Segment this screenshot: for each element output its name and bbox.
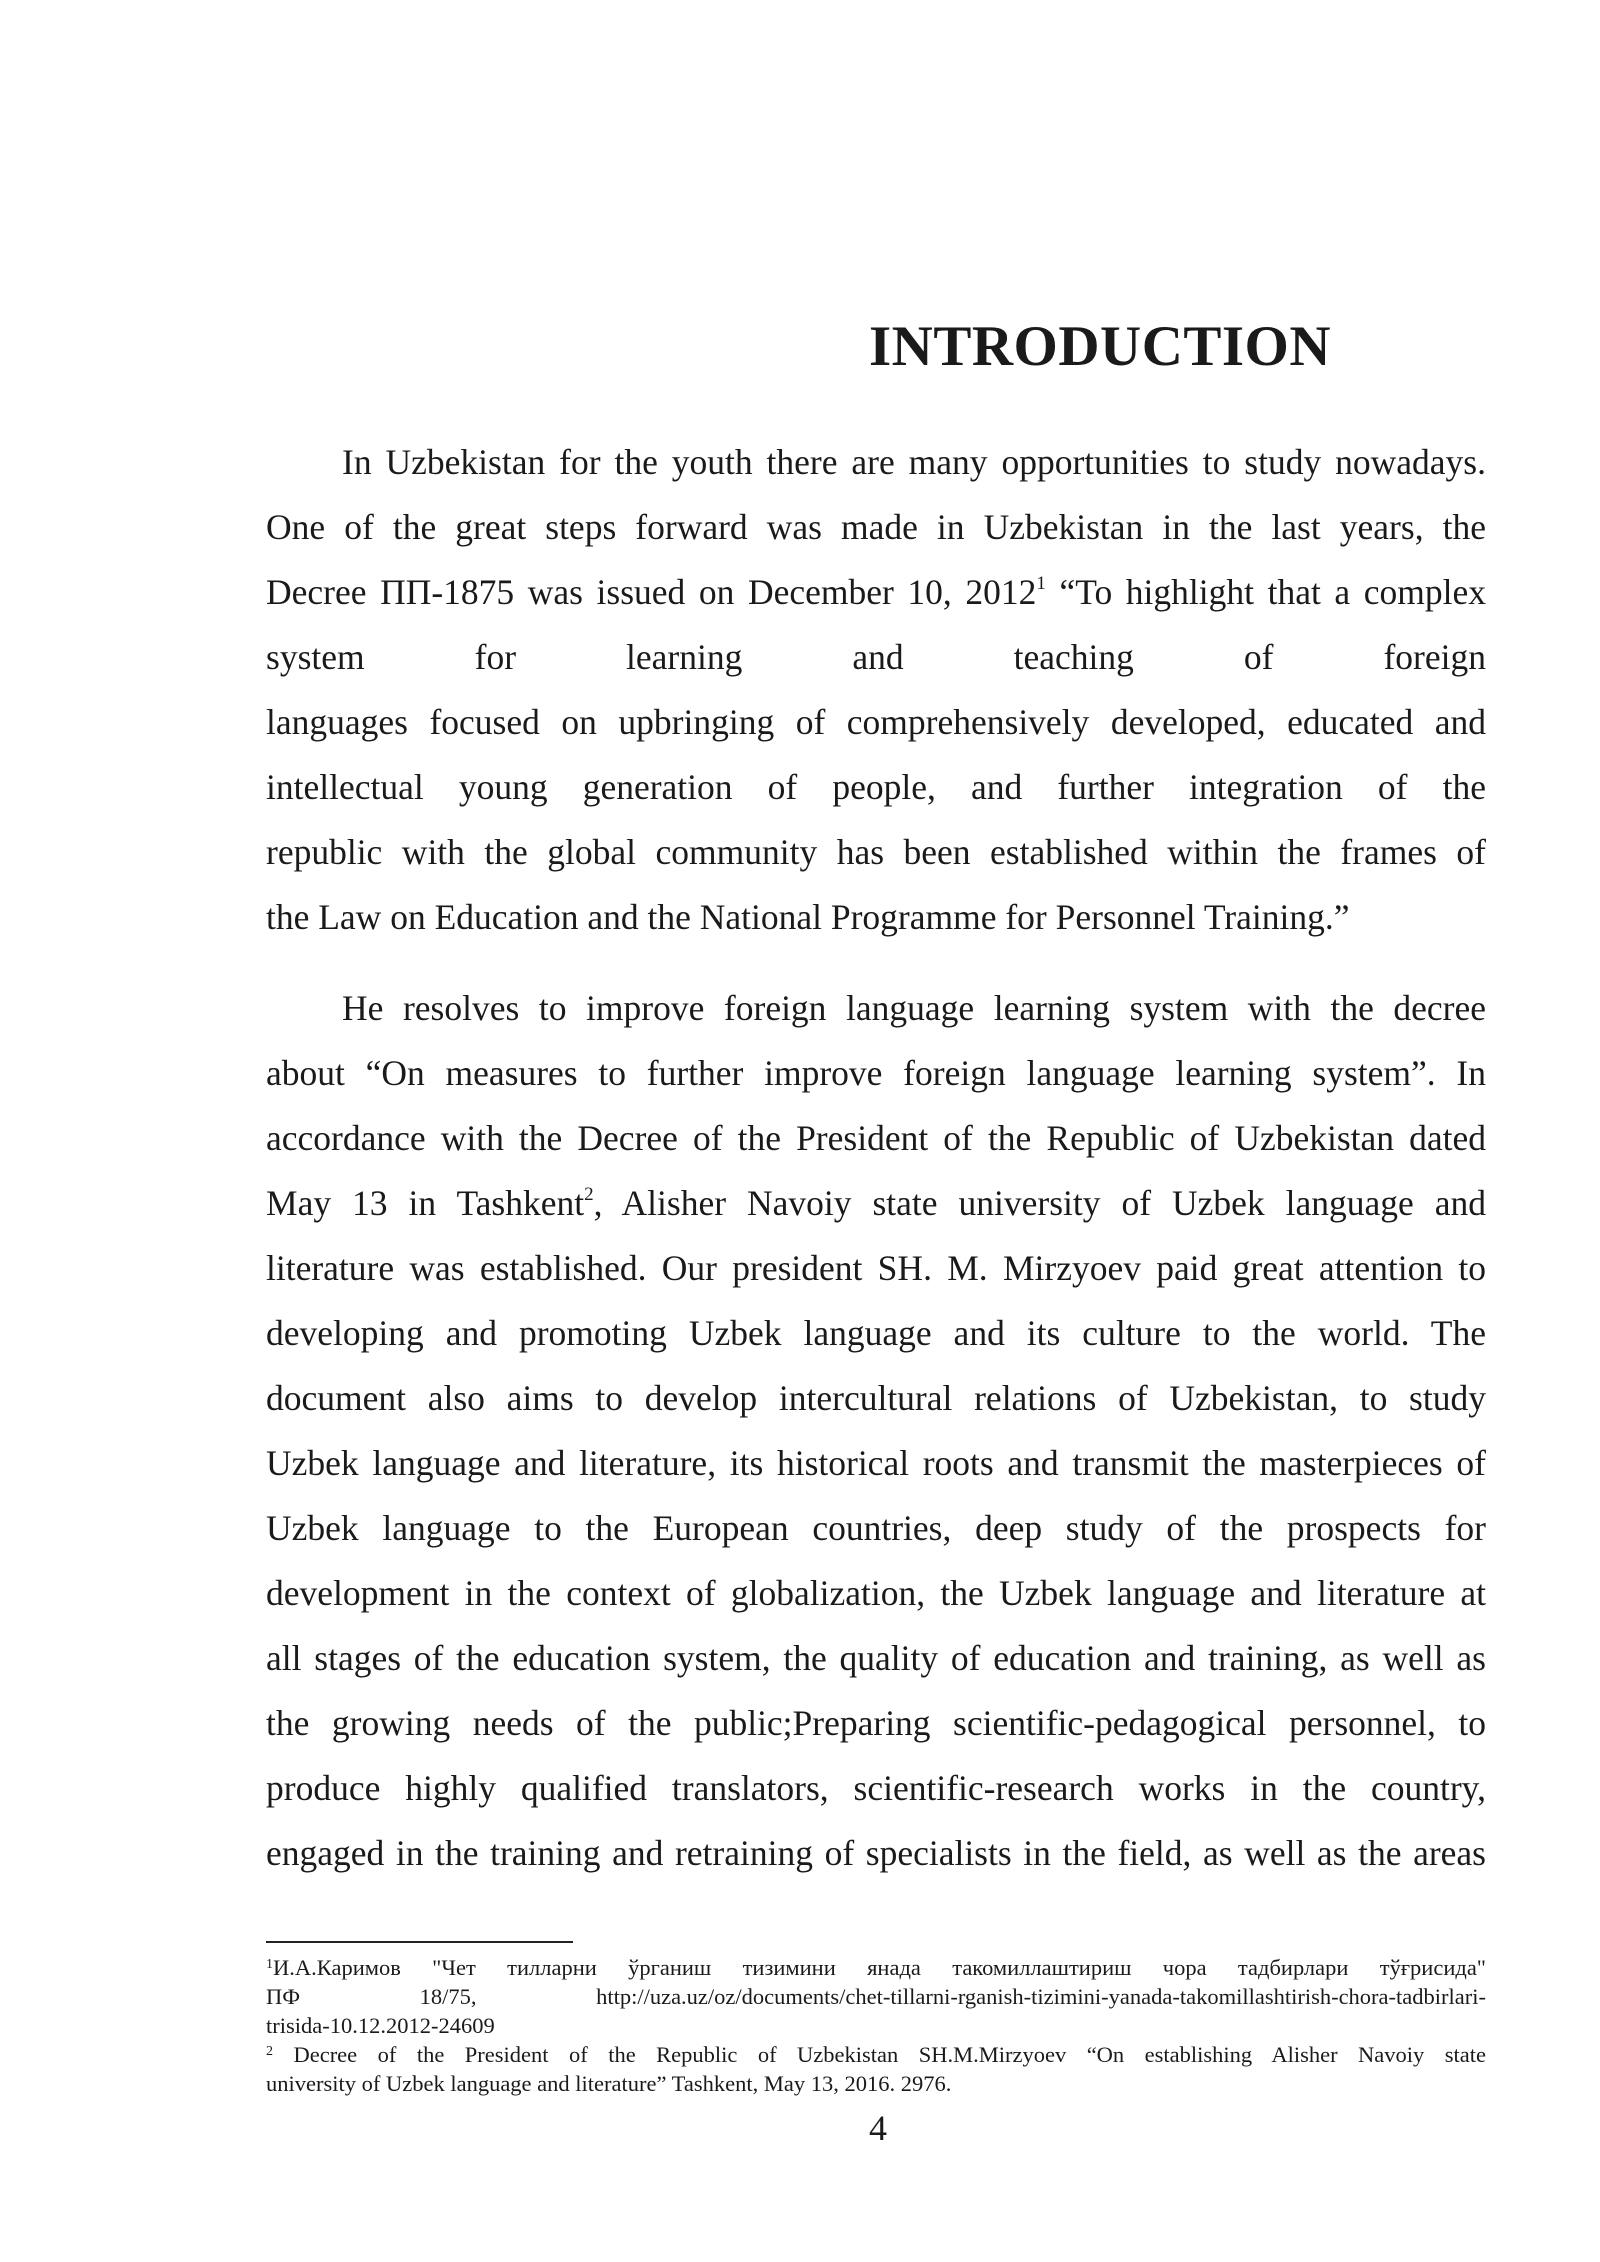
paragraph-2-line-7: document also aims to develop intercultural relations of Uzbekistan, to study (266, 1378, 1486, 1418)
page-title: INTRODUCTION (869, 315, 1332, 378)
paragraph-2-line-5: literature was established. Our president SH. M. Mirzyoev paid great attention to (266, 1248, 1486, 1288)
paragraph-1-line-8: the Law on Education and the National Programme for Personnel Training.” (266, 897, 1350, 937)
footnote-divider (266, 1941, 573, 1943)
paragraph-2-line-13: produce highly qualified translators, scientific-research works in the country, (266, 1768, 1486, 1808)
footnote-reference: 2 (584, 1184, 594, 1205)
footnote-2-text-1: Decree of the President of the Republic of Uzbekistan SH.M.Mirzyoev “On establishing Alisher Navoiy state (273, 2042, 1486, 2067)
paragraph-1-line-6: intellectual young generation of people, and further integration of the (266, 767, 1486, 807)
footnote-2-text-2: university of Uzbek language and literature” Tashkent, May 13, 2016. 2976. (266, 2071, 952, 2096)
footnote-2-line-1 (266, 2040, 1486, 2069)
paragraph-2-line-11: all stages of the education system, the quality of education and training, as well as (266, 1638, 1486, 1678)
footnote-1-mark: 1 (266, 1957, 273, 1972)
footnote-1-line-2 (266, 1982, 1486, 2011)
paragraph-1-line-3 (266, 560, 1486, 625)
footnote-2-line-2 (266, 2069, 1486, 2098)
paragraph-1-line-1: In Uzbekistan for the youth there are many opportunities to study nowadays. (342, 442, 1486, 482)
footnote-reference: 1 (1036, 573, 1046, 594)
paragraph-2-line-2: about “On measures to further improve foreign language learning system”. In (266, 1053, 1486, 1093)
paragraph-2-line-9: Uzbek language to the European countries, deep study of the prospects for (266, 1508, 1486, 1548)
paragraph-2-line-14: engaged in the training and retraining of specialists in the field, as well as the areas (266, 1833, 1486, 1873)
line-text-after-ref: , Alisher Navoiy state university of Uzbek language and (593, 1183, 1486, 1223)
paragraph-1-line-4: system for learning and teaching of foreign (266, 637, 1486, 677)
paragraph-1-line-5: languages focused on upbringing of comprehensively developed, educated and (266, 702, 1486, 742)
footnote-1-text-3: trisida-10.12.2012-24609 (266, 2013, 495, 2038)
paragraph-2 (266, 976, 1486, 1886)
paragraph-1-line-7: republic with the global community has been established within the frames of (266, 832, 1486, 872)
footnote-1-text-2: ПФ 18/75, http://uza.uz/oz/documents/chet-tillarni-rganish-tizimini-yanada-takomillashtirish-chora-tadbirlari- (266, 1984, 1486, 2009)
paragraph-2-line-6: developing and promoting Uzbek language and its culture to the world. The (266, 1313, 1486, 1353)
line-text-before-ref: May 13 in Tashkent (266, 1183, 585, 1223)
paragraph-2-line-1: He resolves to improve foreign language learning system with the decree (342, 988, 1486, 1028)
line-text-after-ref: “To highlight that a complex (1045, 572, 1486, 612)
paragraph-1 (266, 430, 1486, 950)
paragraph-2-line-3: accordance with the Decree of the President of the Republic of Uzbekistan dated (266, 1118, 1486, 1158)
footnote-1-line-1 (266, 1953, 1486, 1982)
paragraph-2-line-10: development in the context of globalization, the Uzbek language and literature at (266, 1573, 1486, 1613)
page-number: 4 (869, 2108, 887, 2148)
footnotes (266, 1953, 1486, 2098)
paragraph-2-line-12: the growing needs of the public;Preparing scientific-pedagogical personnel, to (266, 1703, 1486, 1743)
line-text-before-ref: Decree ПП-1875 was issued on December 10, 2012 (266, 572, 1037, 612)
paragraph-2-line-8: Uzbek language and literature, its historical roots and transmit the masterpieces of (266, 1443, 1486, 1483)
footnote-2-mark: 2 (266, 2044, 273, 2059)
paragraph-1-line-2: One of the great steps forward was made in Uzbekistan in the last years, the (266, 507, 1486, 547)
footnote-1-text-1: И.А.Каримов "Чет тилларни ўрганиш тизимини янада такомиллаштириш чора тадбирлари тўғрисида" (273, 1955, 1486, 1980)
paragraph-2-line-4 (266, 1171, 1486, 1236)
footnote-1-line-3 (266, 2011, 1486, 2040)
